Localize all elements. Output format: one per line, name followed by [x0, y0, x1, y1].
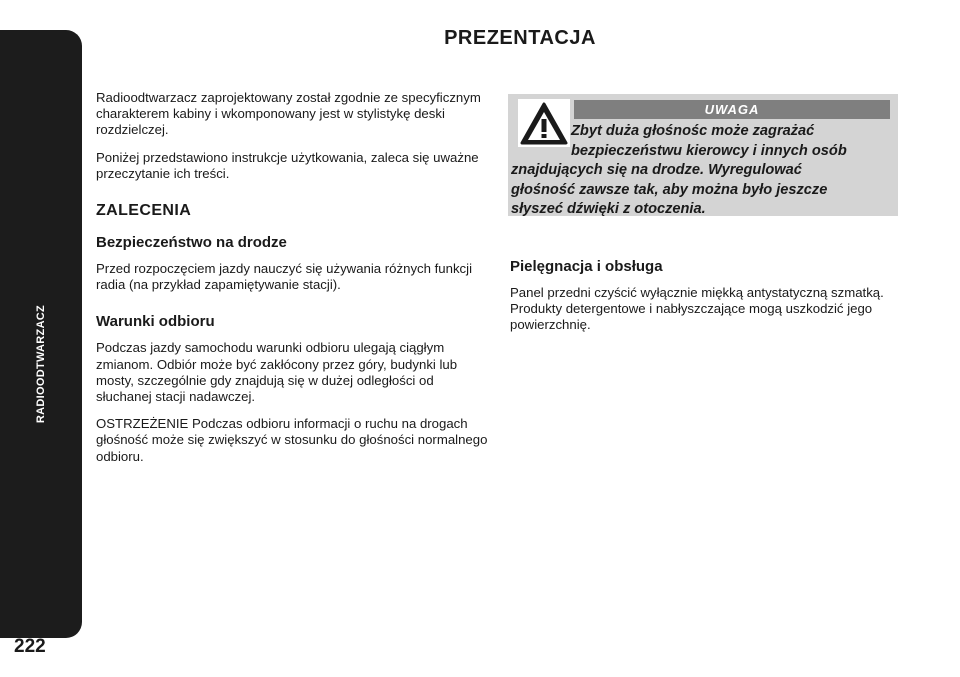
page-number: 222 [14, 636, 46, 657]
left-column [96, 90, 488, 476]
care-heading: Pielęgnacja i obsługa [510, 258, 663, 275]
warning-line: bezpieczeństwu kierowcy i innych osób [571, 142, 847, 159]
page-title: PREZENTACJA [444, 27, 596, 49]
care-text: Panel przedni czyścić wyłącznie miękką antystatyczną szmatką. Produkty detergentowe i nabłyszczające mogą uszkodzić jego powierzchnię. [510, 285, 884, 333]
reception-warning: OSTRZEŻENIE Podczas odbioru informacji o ruchu na drogach głośność może się zwiększyć w stosunku do głośności normalnego odbioru. [96, 416, 488, 464]
warning-line: słyszeć dźwięki z otoczenia. [511, 201, 706, 217]
warning-line: znajdujących się na drodze. Wyregulować [511, 162, 802, 178]
safety-heading: Bezpieczeństwo na drodze [96, 234, 287, 252]
warning-header: UWAGA [574, 100, 890, 119]
warning-box [508, 94, 898, 216]
warning-text [511, 122, 895, 220]
intro-paragraph-2: Poniżej przedstawiono instrukcje użytkowania, zaleca się uważne przeczytanie ich treści. [96, 149, 479, 181]
section-label: RADIOODTWARZACZ [35, 304, 47, 424]
warning-line: głośność zawsze tak, aby można było jeszcze [511, 181, 828, 198]
side-tab [0, 30, 82, 638]
safety-text: Przed rozpoczęciem jazdy nauczyć się używania różnych funkcji radia (na przykład zapamiętywanie stacji). [96, 261, 473, 293]
reception-text: Podczas jazdy samochodu warunki odbioru ulegają ciągłym zmianom. Odbiór może być zakłócony przez góry, budynki lub mosty, szczególnie gdy znajdują się w dużej odległości od słuchanej stacji nadawczej. [96, 340, 458, 405]
section-heading: ZALECENIA [96, 202, 192, 220]
intro-paragraph: Radioodtwarzacz zaprojektowany został zgodnie ze specyficznym charakterem kabiny i wkomponowany jest w stylistykę deski rozdzielczej. [96, 90, 481, 138]
reception-heading: Warunki odbioru [96, 313, 215, 331]
care-section [510, 258, 902, 345]
warning-line: Zbyt duża głośnośc może zagrażać [571, 123, 815, 139]
